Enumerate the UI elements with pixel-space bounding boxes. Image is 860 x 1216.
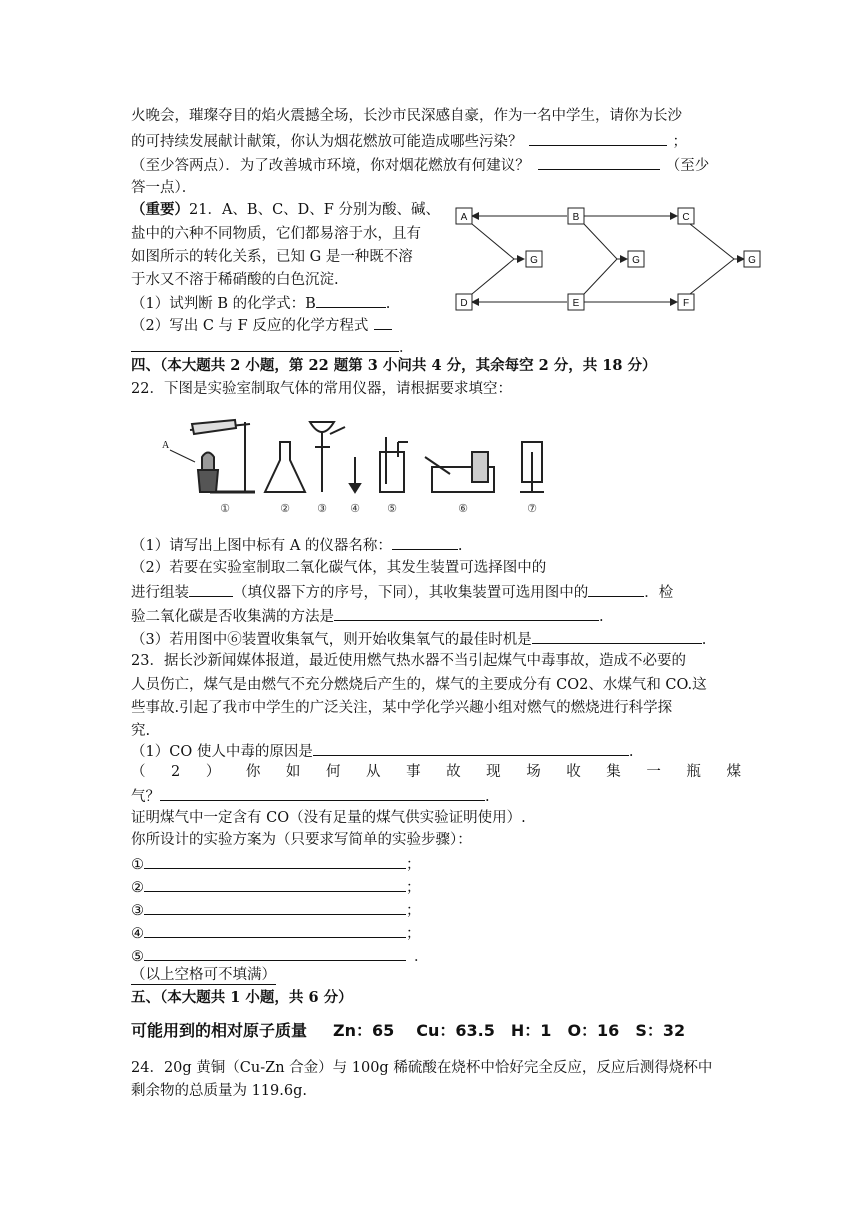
q21-sub2-end: ． bbox=[399, 340, 414, 356]
answer-blank[interactable] bbox=[313, 740, 629, 756]
atomic-mass-s: S：32 bbox=[635, 1021, 686, 1040]
section-5-heading: 五、（本大题共 1 小题，共 6 分） bbox=[131, 989, 353, 1006]
answer-blank[interactable] bbox=[374, 314, 392, 330]
q23-sub2-char: ） bbox=[205, 764, 221, 780]
experiment-step-3 bbox=[131, 899, 421, 921]
q23-sub2-line2-end: . bbox=[485, 789, 490, 805]
q23-sub2-char: 瓶 bbox=[686, 764, 701, 780]
apparatus-label-a: A bbox=[162, 440, 170, 451]
answer-blank[interactable] bbox=[144, 899, 406, 915]
q22-sub2: （2）若要在实验室制取二氧化碳气体，其发生装置可选择图中的 bbox=[131, 560, 547, 576]
q21-line1-text: 21．A、B、C、D、F 分别为酸、碱、 bbox=[189, 202, 440, 218]
answer-blank[interactable] bbox=[316, 292, 386, 308]
step-marker: ④ bbox=[131, 926, 144, 942]
q24-line2: 剩余物的总质量为 119.6g. bbox=[131, 1083, 308, 1099]
q20-line2-end: ； bbox=[672, 134, 687, 150]
q23-sub2-char: 收 bbox=[566, 764, 581, 780]
node-c: C bbox=[682, 212, 690, 223]
conversion-diagram bbox=[452, 200, 772, 325]
q23-line3: 些事故.引起了我市中学生的广泛关注，某中学化学兴趣小组对燃气的燃烧进行科学探 bbox=[131, 700, 673, 716]
q23-note: （以上空格可不填满） bbox=[131, 967, 276, 983]
q23-sub2-line2 bbox=[131, 785, 490, 807]
q20-line2-text: 的可持续发展献计献策，你认为烟花燃放可能造成哪些污染？ bbox=[131, 134, 523, 150]
atomic-mass-zn: Zn：65 bbox=[333, 1021, 395, 1040]
apparatus-num-6: ⑥ bbox=[458, 502, 468, 515]
answer-blank[interactable] bbox=[189, 581, 233, 597]
q20-line4: 答一点）． bbox=[131, 180, 197, 196]
q21-sub2 bbox=[131, 314, 392, 336]
apparatus-num-5: ⑤ bbox=[387, 502, 397, 515]
q22-sub3-end: . bbox=[701, 632, 707, 648]
answer-blank[interactable] bbox=[588, 581, 644, 597]
apparatus-num-2: ② bbox=[280, 502, 290, 515]
answer-blank[interactable] bbox=[144, 853, 406, 869]
answer-blank[interactable] bbox=[144, 922, 406, 938]
section-4-heading: 四、（本大题共 2 小题，第 22 题第 3 小问共 4 分，其余每空 2 分，共 18 分） bbox=[131, 357, 657, 374]
q23-sub1-text: （1）CO 使人中毒的原因是 bbox=[131, 744, 313, 760]
q22-sub3-text: （3）若用图中⑥装置收集氧气，则开始收集氧气的最佳时机是 bbox=[131, 632, 532, 648]
q21-line1 bbox=[131, 200, 440, 220]
step-end: ． bbox=[414, 949, 429, 965]
q22-sub2-line2-end: ．检 bbox=[644, 585, 674, 601]
q22-sub1-end: . bbox=[457, 538, 463, 554]
q21-line2: 盐中的六种不同物质，它们都易溶于水，且有 bbox=[131, 226, 421, 242]
step-end: ； bbox=[406, 857, 421, 873]
q22-sub2-line3-text: 验二氧化碳是否收集满的方法是 bbox=[131, 609, 334, 625]
node-d: D bbox=[460, 298, 468, 309]
answer-blank[interactable] bbox=[131, 336, 399, 352]
q23-sub2-char: 事 bbox=[406, 764, 421, 780]
q20-line1: 火晚会，璀璨夺目的焰火震撼全场，长沙市民深感自豪，作为一名中学生，请你为长沙 bbox=[131, 108, 682, 124]
q22-sub2-line3 bbox=[131, 605, 604, 627]
node-g1: G bbox=[530, 255, 538, 266]
apparatus-num-1: ① bbox=[220, 502, 230, 515]
q23-sub2-char: 2 bbox=[171, 764, 181, 780]
answer-blank[interactable] bbox=[160, 785, 485, 801]
experiment-step-1 bbox=[131, 853, 421, 875]
q21-line3: 如图所示的转化关系，已知 G 是一种既不溶 bbox=[131, 249, 413, 265]
q20-line3 bbox=[131, 154, 709, 176]
q22-sub3 bbox=[131, 628, 706, 650]
atomic-mass-line bbox=[131, 1020, 685, 1042]
node-f: F bbox=[682, 298, 690, 309]
step-end: ； bbox=[406, 926, 421, 942]
step-marker: ⑤ bbox=[131, 949, 144, 965]
q23-line4: 究. bbox=[131, 723, 151, 739]
node-e: E bbox=[572, 298, 580, 309]
q22-sub1-text: （1）请写出上图中标有 A 的仪器名称： bbox=[131, 538, 392, 554]
q23-sub2-line2-text: 气？ bbox=[131, 789, 160, 805]
q20-line2 bbox=[131, 130, 687, 152]
q21-sub1-end: . bbox=[385, 296, 391, 312]
q23-sub2-char: 你 bbox=[245, 764, 261, 780]
q23-sub3: 证明煤气中一定含有 CO（没有足量的煤气供实验证明使用）. bbox=[131, 810, 526, 826]
q23-line2: 人员伤亡，煤气是由燃气不充分燃烧后产生的，煤气的主要成分有 CO2、水煤气和 CO.这 bbox=[131, 677, 707, 693]
apparatus-num-4: ④ bbox=[350, 502, 360, 515]
answer-blank[interactable] bbox=[144, 945, 406, 961]
atomic-mass-h: H：1 bbox=[510, 1021, 552, 1040]
step-marker: ③ bbox=[131, 903, 144, 919]
q21-sub2-cont bbox=[131, 336, 414, 358]
q23-sub1-end: . bbox=[628, 744, 634, 760]
q22-sub2-line2-text: 进行组装 bbox=[131, 585, 189, 601]
node-g3: G bbox=[748, 255, 756, 266]
q24-line1: 24．20g 黄铜（Cu-Zn 合金）与 100g 稀硫酸在烧杯中恰好完全反应，反应后测得烧杯中 bbox=[131, 1060, 713, 1076]
q23-sub2-char: 一 bbox=[646, 764, 661, 780]
answer-blank[interactable] bbox=[532, 628, 702, 644]
q23-sub2-char: 现 bbox=[486, 764, 501, 780]
node-a: A bbox=[460, 212, 468, 223]
importance-tag: （重要） bbox=[131, 201, 189, 218]
experiment-step-4 bbox=[131, 922, 421, 944]
answer-blank[interactable] bbox=[538, 154, 660, 170]
q22-intro: 22．下图是实验室制取气体的常用仪器，请根据要求填空： bbox=[131, 381, 512, 397]
experiment-step-5 bbox=[131, 945, 429, 967]
step-marker: ① bbox=[131, 857, 144, 873]
experiment-step-2 bbox=[131, 876, 421, 898]
q23-sub2-char: 如 bbox=[285, 764, 301, 780]
node-b: B bbox=[572, 212, 580, 223]
q23-sub2-char: 煤 bbox=[726, 764, 741, 780]
q23-line1: 23．据长沙新闻媒体报道，最近使用燃气热水器不当引起煤气中毒事故，造成不必要的 bbox=[131, 653, 686, 669]
answer-blank[interactable] bbox=[392, 534, 458, 550]
q23-sub1 bbox=[131, 740, 633, 762]
answer-blank[interactable] bbox=[334, 605, 599, 621]
atomic-mass-o: O：16 bbox=[567, 1021, 620, 1040]
q22-sub2-line2-mid: （填仪器下方的序号，下同），其收集装置可选用图中的 bbox=[233, 585, 589, 601]
step-marker: ② bbox=[131, 880, 144, 896]
answer-blank[interactable] bbox=[144, 876, 406, 892]
step-end: ； bbox=[406, 880, 421, 896]
q23-sub2-char: 故 bbox=[446, 764, 461, 780]
q23-sub2-char: （ bbox=[131, 764, 146, 780]
q23-sub2-char: 集 bbox=[606, 764, 621, 780]
atomic-mass-label: 可能用到的相对原子质量 bbox=[131, 1021, 308, 1040]
q20-line3-end: （至少 bbox=[665, 158, 710, 174]
answer-blank[interactable] bbox=[529, 130, 667, 146]
apparatus-num-3: ③ bbox=[317, 502, 327, 515]
lab-apparatus-figure bbox=[150, 412, 570, 522]
apparatus-num-7: ⑦ bbox=[527, 502, 537, 515]
q20-line3-text: （至少答两点）．为了改善城市环境，你对烟花燃放有何建议？ bbox=[131, 158, 530, 174]
q23-sub2-char: 场 bbox=[526, 764, 541, 780]
q22-sub2-line2 bbox=[131, 581, 673, 603]
q21-sub1 bbox=[131, 292, 390, 314]
q23-sub4: 你所设计的实验方案为（只要求写简单的实验步骤）： bbox=[131, 832, 472, 848]
atomic-mass-cu: Cu：63.5 bbox=[416, 1021, 495, 1040]
step-end: ； bbox=[406, 903, 421, 919]
q21-line4: 于水又不溶于稀硝酸的白色沉淀. bbox=[131, 272, 339, 288]
q22-sub1 bbox=[131, 534, 463, 556]
q23-sub2 bbox=[131, 762, 741, 782]
q21-sub1-text: （1）试判断 B 的化学式：B bbox=[131, 296, 316, 312]
q22-sub2-line3-end: . bbox=[599, 609, 604, 625]
q23-sub2-char: 何 bbox=[325, 764, 341, 780]
node-g2: G bbox=[632, 255, 640, 266]
q21-sub2-text: （2）写出 C 与 F 反应的化学方程式 bbox=[131, 318, 369, 334]
q23-sub2-char: 从 bbox=[366, 764, 381, 780]
